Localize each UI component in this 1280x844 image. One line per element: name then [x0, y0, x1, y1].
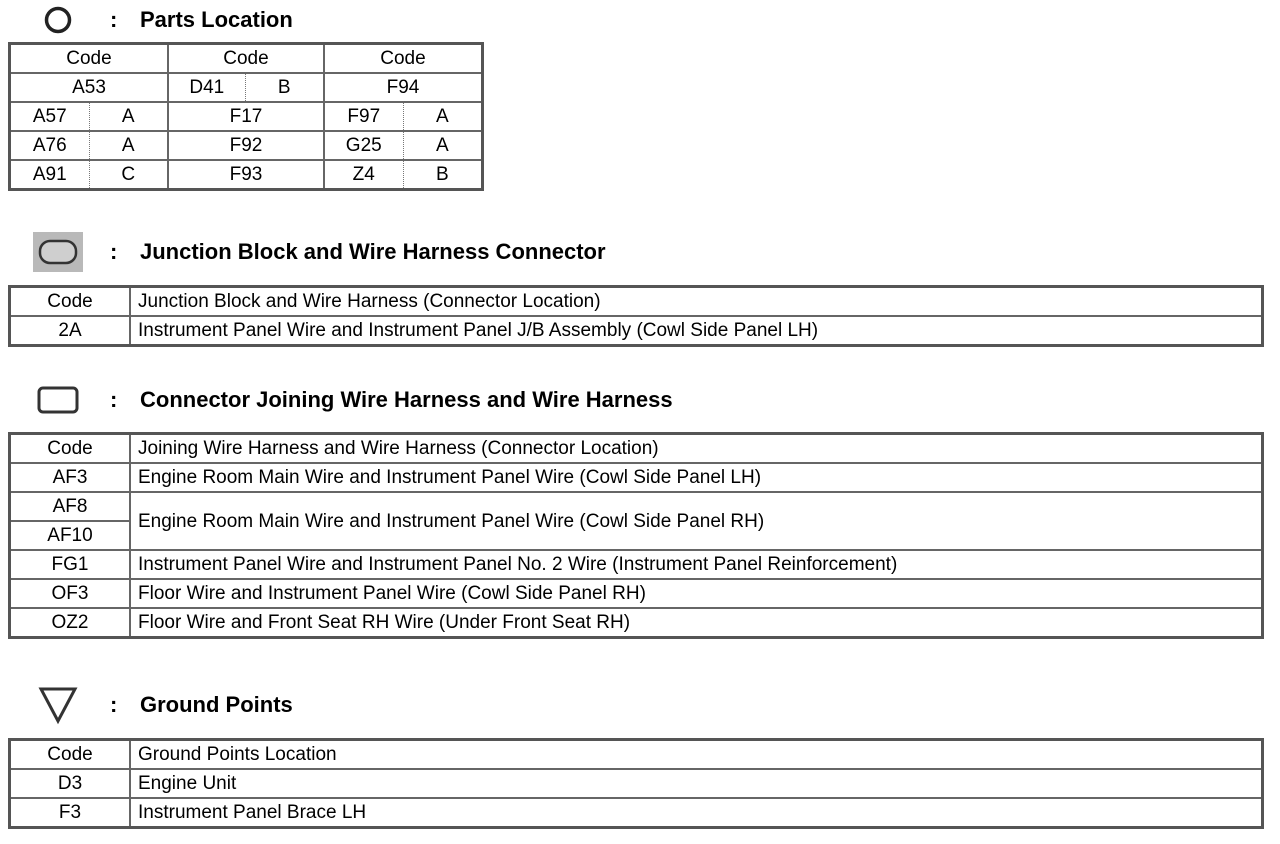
table-header-row	[10, 434, 1263, 464]
table-row	[10, 608, 1263, 638]
location-cell: A	[403, 131, 482, 160]
location-cell: Engine Unit	[130, 769, 1263, 798]
code-cell: G25	[324, 131, 403, 160]
table-header-row	[10, 287, 1263, 317]
location-cell: Instrument Panel Wire and Instrument Panel No. 2 Wire (Instrument Panel Reinforcement)	[130, 550, 1263, 579]
heading-colon: :	[110, 7, 118, 32]
parts-location-heading	[0, 0, 1280, 40]
header-cell: Ground Points Location	[130, 740, 1263, 770]
code-cell: D3	[10, 769, 131, 798]
table-row	[10, 316, 1263, 346]
section-title: Parts Location	[140, 7, 293, 32]
connector-joining-table	[8, 432, 1264, 639]
section-title: Connector Joining Wire Harness and Wire Harness	[140, 387, 673, 412]
location-cell: B	[403, 160, 482, 190]
header-cell: Joining Wire Harness and Wire Harness (Connector Location)	[130, 434, 1263, 464]
connector-joining-heading	[0, 380, 1280, 420]
section-title: Ground Points	[140, 692, 293, 717]
code-cell: FG1	[10, 550, 131, 579]
code-cell: F94	[324, 73, 483, 102]
location-cell: Engine Room Main Wire and Instrument Panel Wire (Cowl Side Panel LH)	[130, 463, 1263, 492]
location-cell: A	[89, 131, 168, 160]
code-cell: 2A	[10, 316, 131, 346]
table-row	[10, 73, 483, 102]
location-cell: Instrument Panel Brace LH	[130, 798, 1263, 828]
header-cell: Code	[10, 287, 131, 317]
code-cell: A53	[10, 73, 168, 102]
junction-block-table	[8, 285, 1264, 347]
table-row	[10, 798, 1263, 828]
table-row	[10, 131, 483, 160]
code-cell: OZ2	[10, 608, 131, 638]
location-cell: Floor Wire and Front Seat RH Wire (Under Front Seat RH)	[130, 608, 1263, 638]
header-cell: Code	[10, 44, 168, 74]
down-triangle-icon	[30, 687, 86, 723]
location-cell: Instrument Panel Wire and Instrument Panel J/B Assembly (Cowl Side Panel LH)	[130, 316, 1263, 346]
location-cell: B	[245, 73, 324, 102]
table-row	[10, 769, 1263, 798]
code-cell: AF10	[10, 521, 131, 550]
code-cell: F17	[168, 102, 324, 131]
header-cell: Junction Block and Wire Harness (Connector Location)	[130, 287, 1263, 317]
table-row	[10, 550, 1263, 579]
code-cell: A57	[10, 102, 90, 131]
rounded-rect-icon	[30, 382, 86, 418]
header-cell: Code	[10, 434, 131, 464]
code-cell: A91	[10, 160, 90, 190]
code-cell: AF3	[10, 463, 131, 492]
table-row	[10, 160, 483, 190]
parts-location-table	[8, 42, 484, 191]
ground-points-table	[8, 738, 1264, 829]
location-cell: A	[403, 102, 482, 131]
ground-points-heading	[0, 685, 1280, 725]
header-cell: Code	[10, 740, 131, 770]
table-header-row	[10, 44, 483, 74]
table-row	[10, 463, 1263, 492]
code-cell: AF8	[10, 492, 131, 521]
location-cell: C	[89, 160, 168, 190]
shaded-rounded-rect-icon	[30, 234, 86, 270]
circle-icon	[30, 2, 86, 38]
code-cell: A76	[10, 131, 90, 160]
heading-colon: :	[110, 239, 118, 264]
header-cell: Code	[324, 44, 483, 74]
heading-colon: :	[110, 692, 118, 717]
location-cell: A	[89, 102, 168, 131]
code-cell: OF3	[10, 579, 131, 608]
code-cell: F3	[10, 798, 131, 828]
code-cell: F97	[324, 102, 403, 131]
code-cell: Z4	[324, 160, 403, 190]
code-cell: F92	[168, 131, 324, 160]
table-header-row	[10, 740, 1263, 770]
code-cell: F93	[168, 160, 324, 190]
table-row	[10, 492, 1263, 521]
junction-block-heading	[0, 232, 1280, 272]
header-cell: Code	[168, 44, 324, 74]
heading-colon: :	[110, 387, 118, 412]
table-row	[10, 579, 1263, 608]
location-cell: Floor Wire and Instrument Panel Wire (Cowl Side Panel RH)	[130, 579, 1263, 608]
code-cell: D41	[168, 73, 245, 102]
section-title: Junction Block and Wire Harness Connector	[140, 239, 606, 264]
table-row	[10, 102, 483, 131]
location-cell: Engine Room Main Wire and Instrument Panel Wire (Cowl Side Panel RH)	[130, 492, 1263, 550]
